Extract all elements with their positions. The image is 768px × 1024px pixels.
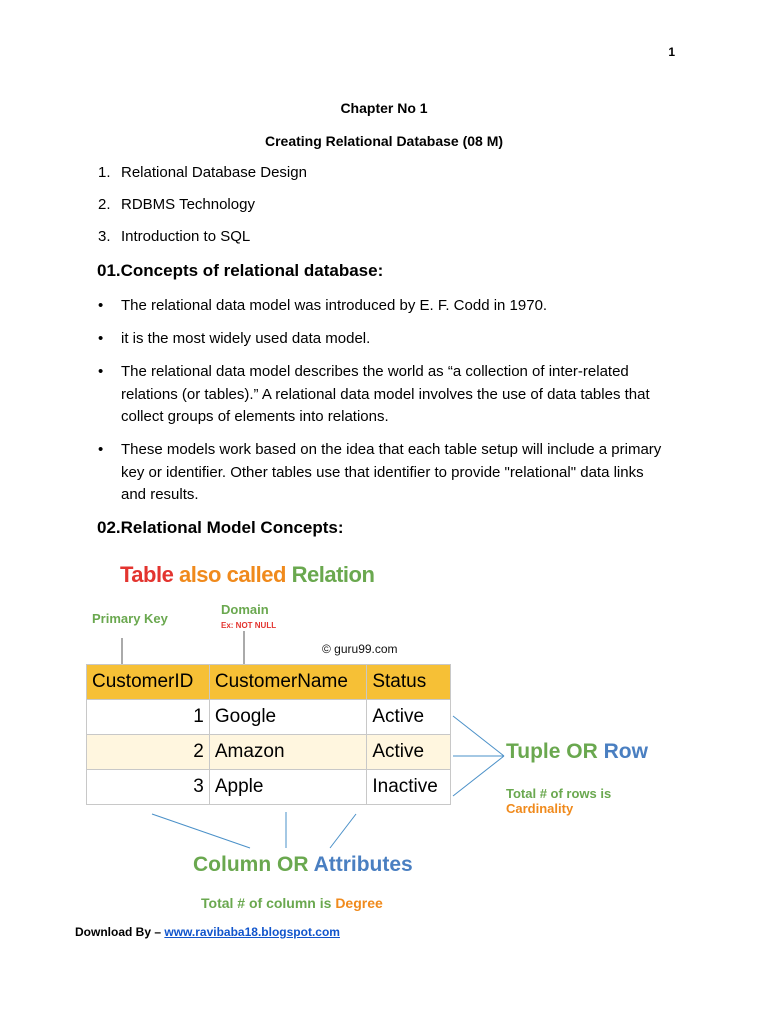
- topic-label: RDBMS Technology: [121, 196, 255, 213]
- relation-table: [86, 664, 451, 805]
- bullet-dot-icon: •: [98, 441, 104, 458]
- topic-item: [98, 228, 250, 245]
- primary-key-label: Primary Key: [92, 611, 168, 626]
- topic-number: 1.: [98, 164, 111, 181]
- tuple-label: [506, 740, 648, 764]
- section-heading: 02.Relational Model Concepts:: [97, 518, 344, 537]
- table-cell: 2: [87, 735, 210, 770]
- table-row: [87, 700, 451, 735]
- column-header: CustomerID: [87, 665, 210, 700]
- bullet-item: [98, 361, 668, 429]
- bullet-text: The relational data model describes the world as “a collection of inter-related relations (or tables).” A relational data model involves the use of data tables that collect groups of elements into relations.: [121, 363, 650, 425]
- table-row: [87, 735, 451, 770]
- bullet-text: it is the most widely used data model.: [121, 330, 371, 347]
- relational-model-diagram: [80, 556, 680, 926]
- table-cell: 1: [87, 700, 210, 735]
- topic-item: [98, 164, 307, 181]
- bullet-dot-icon: •: [98, 297, 104, 314]
- diagram-title: [120, 562, 374, 588]
- page-number: 1: [668, 45, 675, 59]
- diagram-title-part: Relation: [291, 562, 375, 587]
- degree-label: [201, 895, 383, 911]
- cardinality-label: [506, 786, 680, 816]
- bullet-text: The relational data model was introduced by E. F. Codd in 1970.: [121, 297, 548, 314]
- column-label: [193, 853, 413, 877]
- chapter-subtitle: Creating Relational Database (08 M): [264, 133, 504, 149]
- tuple-label-part: Tuple OR: [506, 740, 598, 763]
- topic-item: [98, 196, 255, 213]
- footer-prefix: Download By –: [75, 925, 162, 939]
- table-cell: Google: [209, 700, 367, 735]
- bullet-text: These models work based on the idea that each table setup will include a primary key or identifier. Other tables use that identifier to provide "relational" data links and results.: [121, 441, 662, 503]
- table-cell: Active: [367, 700, 451, 735]
- topic-label: Relational Database Design: [121, 164, 307, 181]
- diagram-title-part: also called: [178, 562, 286, 587]
- table-header-row: [87, 665, 451, 700]
- bullet-item: [98, 295, 668, 318]
- bullet-dot-icon: •: [98, 330, 104, 347]
- table-cell: Apple: [209, 770, 367, 805]
- diagram-title-part: Table: [120, 562, 174, 587]
- degree-label-part: Degree: [335, 895, 383, 911]
- bullet-dot-icon: •: [98, 363, 104, 380]
- table-row: [87, 770, 451, 805]
- copyright-label: © guru99.com: [322, 642, 398, 656]
- column-header: CustomerName: [209, 665, 367, 700]
- cardinality-label-part: Total # of rows is: [506, 786, 612, 801]
- cardinality-label-part: Cardinality: [506, 801, 574, 816]
- bullet-item: [98, 328, 668, 351]
- chapter-title: Chapter No 1: [340, 100, 428, 116]
- table-cell: Inactive: [367, 770, 451, 805]
- tuple-label-part: Row: [603, 740, 648, 763]
- footer-link[interactable]: www.ravibaba18.blogspot.com: [164, 925, 340, 939]
- degree-label-part: Total # of column is: [201, 895, 332, 911]
- topic-label: Introduction to SQL: [121, 228, 251, 245]
- bullet-item: [98, 439, 668, 507]
- column-label-part: Column OR: [193, 853, 309, 876]
- table-cell: 3: [87, 770, 210, 805]
- column-header: Status: [367, 665, 451, 700]
- topic-number: 2.: [98, 196, 111, 213]
- footer: [75, 925, 340, 939]
- column-label-part: Attributes: [313, 853, 413, 876]
- section-heading: 01.Concepts of relational database:: [97, 261, 384, 280]
- domain-label: Domain: [221, 602, 269, 617]
- topic-number: 3.: [98, 228, 111, 245]
- table-cell: Active: [367, 735, 451, 770]
- table-cell: Amazon: [209, 735, 367, 770]
- domain-example: Ex: NOT NULL: [221, 621, 277, 630]
